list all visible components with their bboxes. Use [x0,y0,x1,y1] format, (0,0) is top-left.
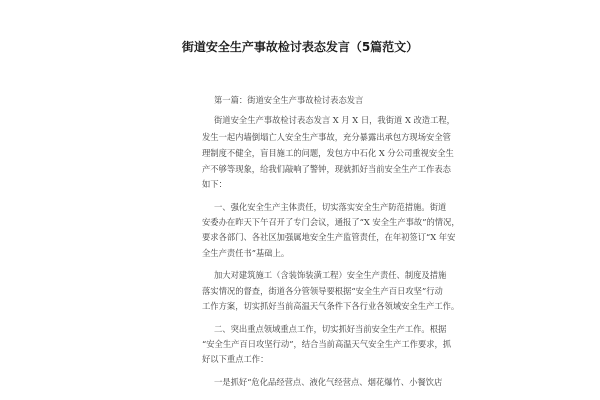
paragraph-line: 全生产责任书”基础上。 [202,248,290,258]
paragraph-line: 一是抓好“危化品经营点、液化气经营点、烟花爆竹、小餐饮店 [214,377,443,387]
paragraph-line: 工作方案，切实抓好当前高温天气条件下各行业各领域安全生产工作。 [202,301,460,311]
paragraph-line: “安全生产百日攻坚行动”，结合当前高温天气安全生产工作要求，抓 [202,339,452,349]
paragraph-line: 二、突出重点领域重点工作，切实抓好当前安全生产工作。根据 [214,324,447,334]
paragraph-line: 街道安全生产事故检讨表态发言 X 月 X 日，我街道 X 改造工程， [214,115,455,125]
paragraph-line: 加大对建筑施工（含装饰装潢工程）安全生产责任、制度及措施 [214,270,447,280]
paragraph-line: 要求各部门、各社区加强属地安全生产监管责任，在年初签订“X 年安 [202,232,456,242]
section-heading: 第一篇：街道安全生产事故检讨表态发言 [214,95,364,105]
paragraph-line: 如下： [202,179,227,189]
paragraph-line: 落实情况的督查，街道各分管领导要根据“安全生产百日攻坚”行动 [202,286,443,296]
paragraph-line: 产不够等现象，给我们敲响了警钟，现就抓好当前安全生产工作表态 [202,164,451,174]
paragraph-line: 好以下重点工作： [202,354,269,364]
document-title: 街道安全生产事故检讨表态发言（5篇范文） [181,40,419,54]
paragraph-line: 发生一起内墙倒塌亡人安全生产事故，充分暴露出承包方现场安全管 [202,132,451,142]
paragraph-line: 一、强化安全生产主体责任，切实落实安全生产防范措施。街道 [214,202,447,212]
paragraph-line: 安委办在昨天下午召开了专门会议，通报了“X 安全生产事故”的情况， [202,217,460,227]
paragraph-line: 理制度不健全，盲目施工的问题，发包方中石化 X 分公司重视安全生 [202,148,454,158]
